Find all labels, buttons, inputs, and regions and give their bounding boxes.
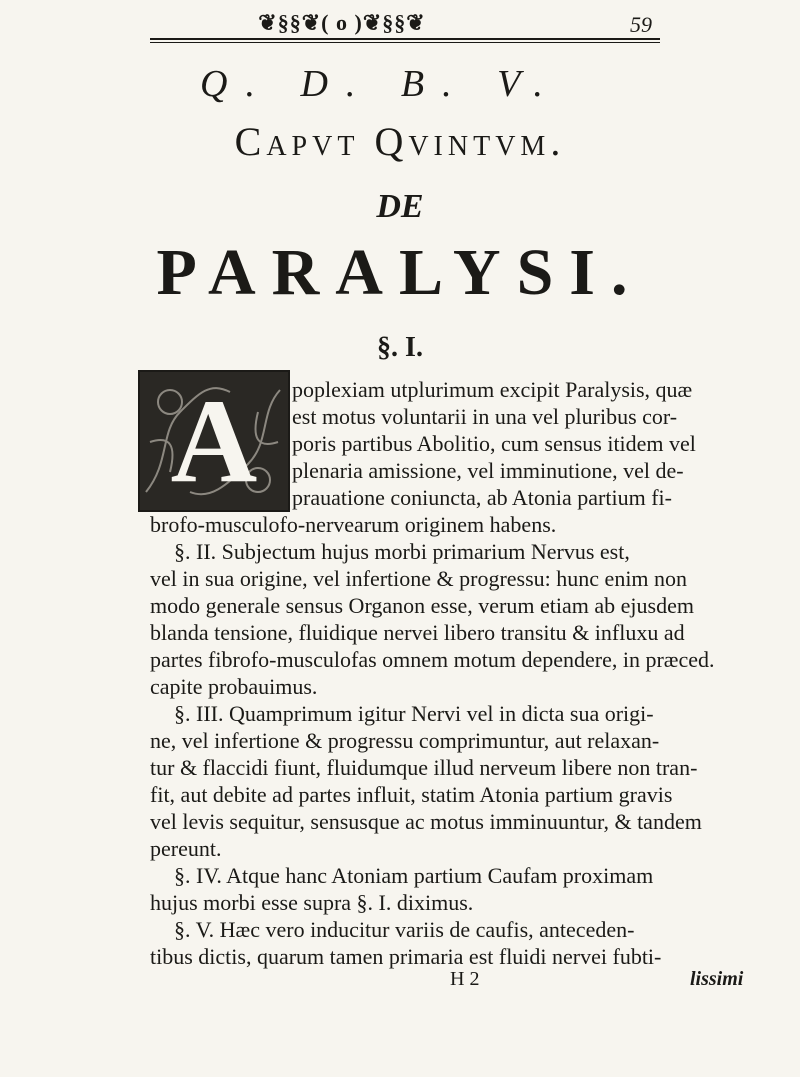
signature-mark: H 2	[450, 968, 480, 990]
section-1-label: §. I.	[377, 332, 423, 363]
p2-line: vel in sua origine, vel infertione & progressu: hunc enim non	[150, 566, 688, 591]
paragraph-2	[150, 538, 790, 700]
paragraph-5	[150, 916, 790, 970]
header-rule	[150, 38, 660, 40]
p2-line: blanda tensione, fluidique nervei libero transitu & influxu ad	[150, 620, 685, 645]
running-head	[150, 6, 660, 36]
p4-line: hujus morbi esse supra §. I. diximus.	[150, 890, 474, 915]
p3-line: fit, aut debite ad partes influit, statim Atonia partium gravis	[150, 782, 673, 807]
p3-line: vel levis sequitur, sensusque ac motus imminuuntur, & tandem	[150, 809, 702, 834]
p1-line: poris partibus Abolitio, cum sensus itidem vel	[292, 431, 696, 456]
paragraph-4	[150, 862, 790, 916]
p1-line: prauatione coniuncta, ab Atonia partium fi-	[292, 485, 672, 510]
p3-line: §. III. Quamprimum igitur Nervi vel in dicta sua origi-	[174, 701, 654, 726]
dropcap-letter: A	[170, 374, 258, 507]
dropcap	[138, 370, 290, 512]
p3-line: ne, vel infertione & progressu comprimuntur, aut relaxan-	[150, 728, 660, 753]
p5-line: §. V. Hæc vero inducitur variis de caufis, anteceden-	[174, 917, 635, 942]
p3-line: tur & flaccidi fiunt, fluidumque illud nerveum libere non tran-	[150, 755, 698, 780]
paragraph-1	[292, 376, 788, 511]
p2-line: modo generale sensus Organon esse, verum etiam ab ejusdem	[150, 593, 694, 618]
page-number: 59	[630, 12, 652, 37]
p2-line: capite probauimus.	[150, 674, 318, 699]
header-ornament: ❦§§❦( o )❦§§❦	[258, 10, 426, 35]
header-rule-thin	[150, 42, 660, 43]
p4-line: §. IV. Atque hanc Atoniam partium Caufam proximam	[174, 863, 654, 888]
p1-line: plenaria amissione, vel imminutione, vel de-	[292, 458, 684, 483]
p5-line: tibus dictis, quarum tamen primaria est fluidi nervei fubti-	[150, 944, 662, 969]
p2-line: partes fibrofo-musculofas omnem motum dependere, in præced.	[150, 647, 715, 672]
paragraph-3	[150, 700, 790, 862]
p1-line: poplexiam utplurimum excipit Paralysis, quæ	[292, 377, 693, 402]
catchword: lissimi	[690, 968, 744, 990]
p1-tail-line: brofo-musculofo-nervearum originem habens.	[150, 512, 557, 537]
p3-line: pereunt.	[150, 836, 222, 861]
p1-line: est motus voluntarii in una vel pluribus cor-	[292, 404, 678, 429]
de-line: DE	[376, 188, 424, 225]
chapter-title: Capvt Qvintvm.	[234, 119, 566, 164]
main-title: PARALYSI.	[156, 236, 644, 309]
p2-line: §. II. Subjectum hujus morbi primarium Nervus est,	[174, 539, 630, 564]
invocation: Q. D. B. V.	[200, 63, 561, 105]
